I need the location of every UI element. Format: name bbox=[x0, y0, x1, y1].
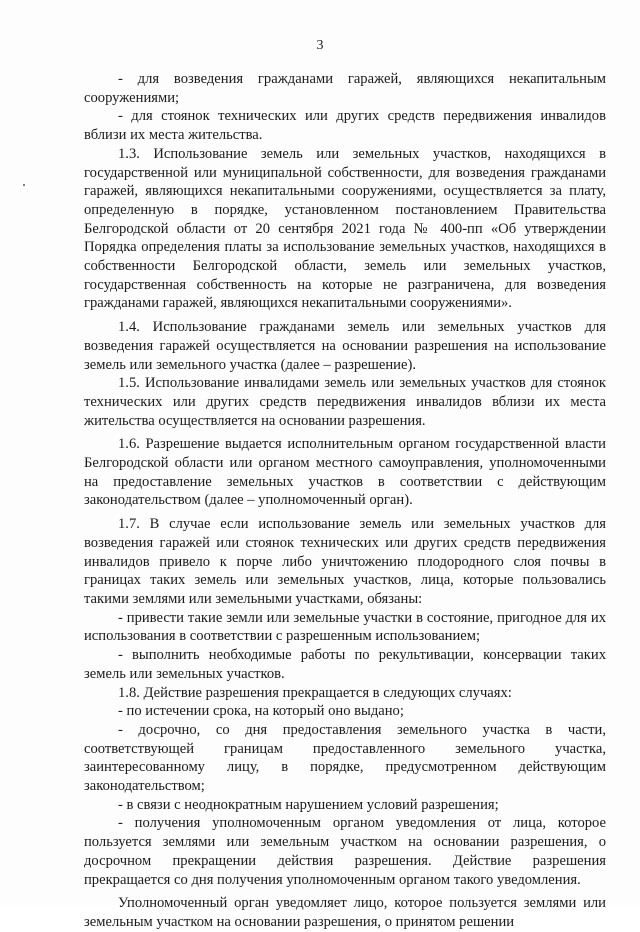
termination-notice: - получения уполномоченным органом уведомления от лица, которое пользуется землями или земельным участком на основании разрешения, о досрочном прекращении действия разрешения. Действие разрешения прекращается со дня получения уполномоченным органом такого уведомления. bbox=[84, 815, 606, 888]
notification-paragraph: Уполномоченный орган уведомляет лицо, которое пользуется землями или земельным участком на основании разрешения, о принятом решении bbox=[84, 895, 606, 930]
obligation-recultivation: - выполнить необходимые работы по рекультивации, консервации таких земель или земельных участков. bbox=[84, 647, 606, 682]
list-item-garages: - для возведения гражданами гаражей, являющихся некапитальным сооружениями; bbox=[84, 71, 606, 106]
margin-dot bbox=[23, 184, 25, 186]
termination-expiry: - по истечении срока, на который оно выдано; bbox=[118, 703, 404, 720]
list-item-disabled-parking: - для стоянок технических или других средств передвижения инвалидов вблизи их места жительства. bbox=[84, 108, 606, 144]
document-body bbox=[84, 70, 606, 932]
clause-1-5: 1.5. Использование инвалидами земель или земельных участков для стоянок технических или других средств передвижения инвалидов вблизи их места жительства осуществляется на основании разрешения. bbox=[84, 375, 606, 429]
termination-early: - досрочно, со дня предоставления земельного участка в части, соответствующей границам предоставленного земельного участка, заинтересованному лицу, в порядке, предусмотренном действующим законодательством; bbox=[84, 721, 606, 795]
page-number: 3 bbox=[316, 38, 324, 53]
termination-violation: - в связи с неоднократным нарушением условий разрешения; bbox=[118, 796, 499, 813]
clause-1-6: 1.6. Разрешение выдается исполнительным органом государственной власти Белгородской области или органом местного самоуправления, уполномоченными на предоставление земельных участков в соответствии с действующим законодательством (далее – уполномоченный орган). bbox=[84, 436, 606, 509]
obligation-restore-land: - привести такие земли или земельные участки в состояние, пригодное для их использования в соответствии с разрешенным использованием; bbox=[84, 609, 606, 645]
clause-1-4: 1.4. Использование гражданами земель или земельных участков для возведения гаражей осуществляется на основании разрешения на использование земель или земельного участка (далее – разрешение). bbox=[84, 319, 606, 373]
clause-1-7: 1.7. В случае если использование земель или земельных участков для возведения гаражей или стоянок технических или других средств передвижения инвалидов привело к порче либо уничтожению плодородного слоя почвы в границах таких земель или земельных участков, лица, которые пользовались такими землями или земельными участками, обязаны: bbox=[84, 516, 606, 607]
clause-1-8: 1.8. Действие разрешения прекращается в следующих случаях: bbox=[118, 684, 512, 701]
clause-1-3: 1.3. Использование земель или земельных участков, находящихся в государственной или муниципальной собственности, для возведения гражданами гаражей, являющихся некапитальными сооружениями, осуществляется за плату, определенную в порядке, установленном постановлением Правительства Белгородской области от 20 сентября 2021 года № 400-пп «Об утверждении Порядка определения платы за использование земельных участков, находящихся в собственности Белгородской области, земель или земельных участков, государственная собственность на которые не разграничена, для возведения гражданами гаражей, являющихся некапитальными сооружениями». bbox=[84, 145, 606, 312]
